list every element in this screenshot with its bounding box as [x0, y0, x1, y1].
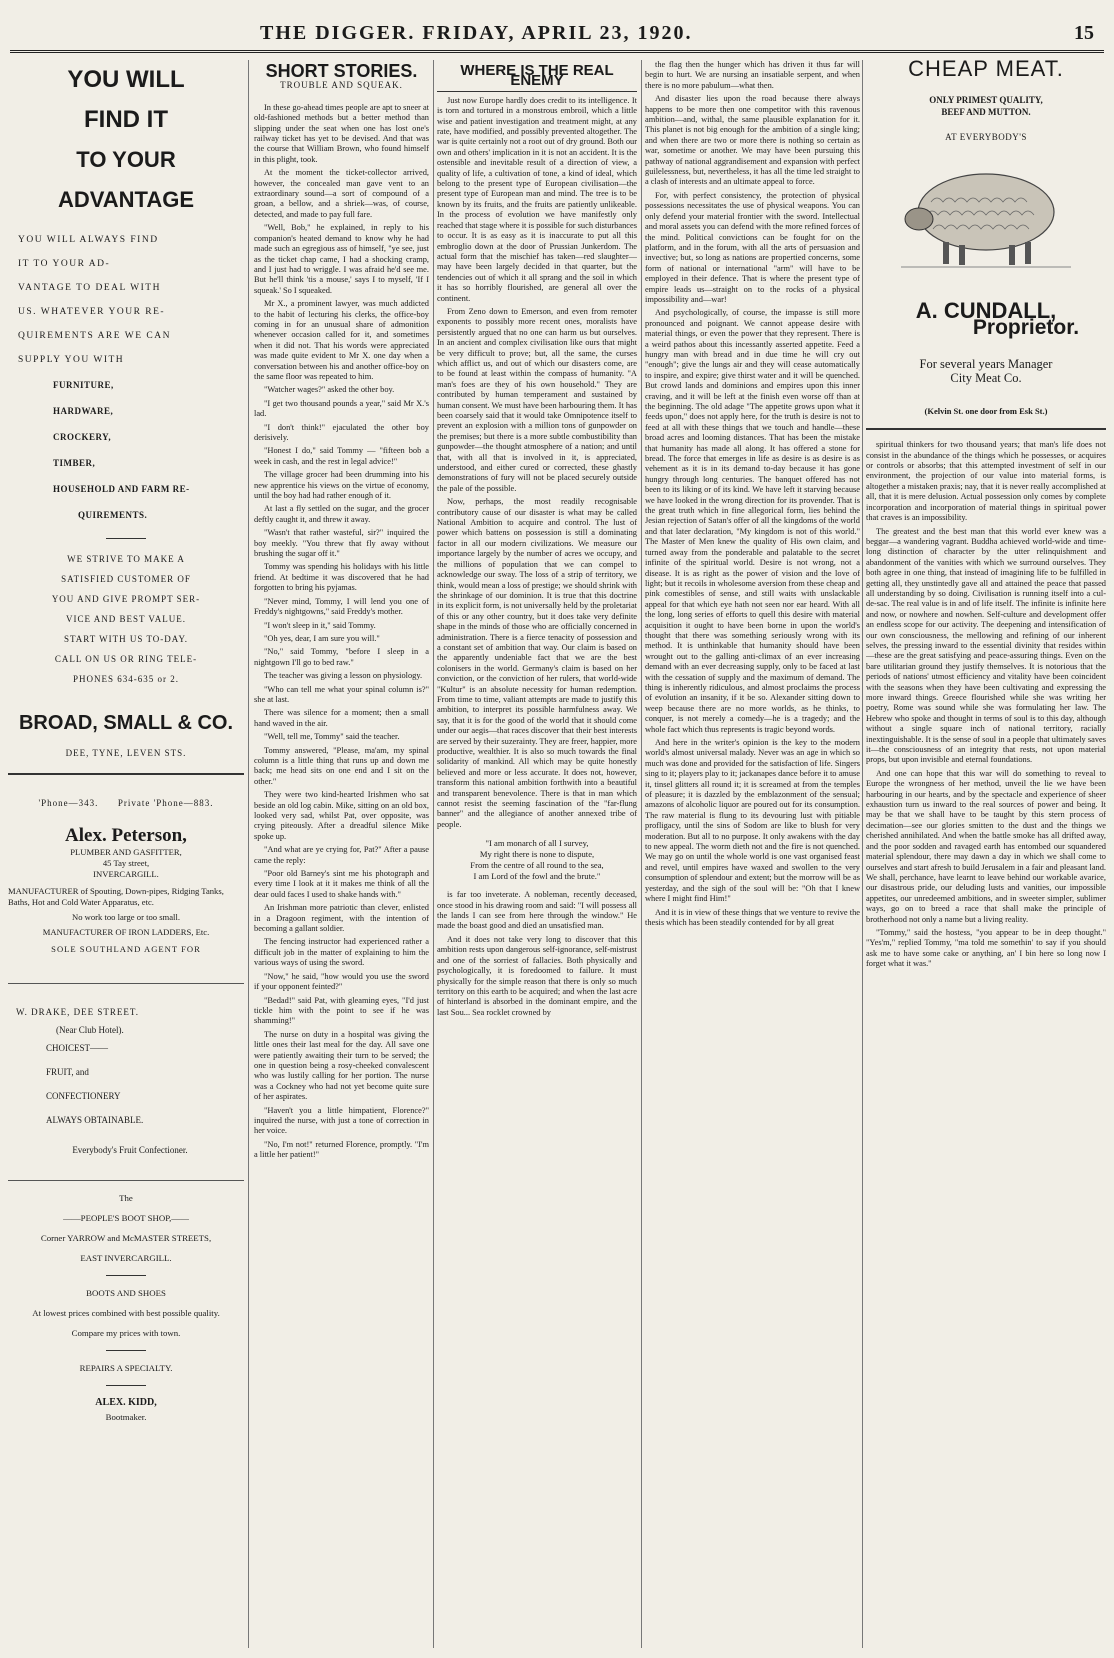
ad-line: EAST INVERCARGILL. [80, 1253, 172, 1264]
manager-line-2: City Meat Co. [950, 371, 1022, 386]
firm-streets: DEE, TYNE, LEVEN STS. [65, 748, 187, 758]
paragraph: "Bedad!" said Pat, with gleaming eyes, "I'd just tickle him with the point to see if he was shamming!" [254, 995, 429, 1026]
ad-divider [8, 1180, 244, 1181]
paragraph: And disaster lies upon the road because there always happens to be more then one competitor with this ravenous ambition—and, withal, the same plausible explanation for it. This planet is not big enough for the ambition of a single king; and when there are two or more there is nothing so certain as war, sometime or another. We may have been pursuing this pathway of national aggrandisement and expansion with perfect guilelessness, but, nevertheless, it has all the time led straight to a clash of interests and an ultimate appeal to force. [645, 94, 860, 187]
paragraph: An Irishman more patriotic than clever, enlisted in a Dragoon regiment, with the intention of becoming a gallant soldier. [254, 903, 429, 934]
ad-line: ALEX. KIDD, [95, 1397, 157, 1409]
paragraph: The village grocer had been drumming into his new apprentice his views on the virtue of economy, until the boy had had rather enough of it. [254, 470, 429, 501]
ad-body [8, 228, 244, 372]
paragraph: "I don't think!" ejaculated the other boy derisively. [254, 422, 429, 442]
sheep-illustration [901, 157, 1071, 277]
proprietor-name: A. CUNDALL, [915, 298, 1057, 324]
meat-ad-line: AT EVERYBODY'S [945, 132, 1027, 143]
paragraph: "Poor old Barney's sint me his photograph and every time I look at it it makes me think of all the dear ould faces I used to shake hands with." [254, 869, 429, 899]
essay-column-4 [645, 60, 860, 1648]
ad-line: INVERCARGILL. [93, 869, 159, 880]
masthead [10, 6, 1104, 53]
paragraph: And here in the writer's opinion is the key to the modern world's almost universal malady. Never was an age in which so much was done and provided for the satisfaction of life. Singers sing to it; players play to it; jackanapes dance before it to amuse it, tinsel glitters all round it; it is screamed at from the temples of pleasure; it is dazzled by the emblazonment of the sensual; amazons of alcoholic liquor are poured out for its consumption. The raw material is flung to its devouring lust with pitiable profligacy, until the sins of Sodom are like to blush for very moderation. But all to no purpose. It only awakens with the day to new appeal. The worm dieth not and the fire is not quenched. We may go on until the whole world is one vast organised feast and revel, until empires have waxed and swollen to the very consumption of splendour and extent; but the morrow will be as yesterday, and the sigh of the soul will be: "Oh that I knew where I might find Him!" [645, 738, 860, 904]
paragraph: "Now," he said, "how would you use the sword if your opponent feinted?" [254, 971, 429, 992]
ad-line: W. DRAKE, DEE STREET. [16, 1007, 139, 1018]
paragraph: "Watcher wages?" asked the other boy. [264, 385, 395, 395]
col4-body [645, 60, 860, 928]
paragraph: "And what are ye crying for, Pat?" After a pause came the reply: [254, 845, 429, 865]
ad-line: 45 Tay street, [102, 858, 150, 869]
separator [106, 1275, 146, 1276]
page-number: 15 [1074, 22, 1094, 44]
meat-ad-line: BEEF AND MUTTON. [941, 107, 1031, 118]
ad-line: Compare my prices with town. [71, 1328, 181, 1339]
ad-headline-1: YOU WILL [67, 66, 185, 93]
ad-line: Corner YARROW and McMASTER STREETS, [40, 1233, 212, 1244]
ad-items [8, 372, 244, 528]
paragraph: The teacher was giving a lesson on physiology. [264, 671, 423, 681]
short-stories-heading: SHORT STORIES. [265, 61, 418, 81]
ads-column [8, 60, 244, 1648]
ad-strive [8, 549, 244, 689]
meat-and-essay-column [866, 60, 1106, 1648]
ad-item: FURNITURE, [53, 380, 114, 390]
ad-item: HARDWARE, [53, 406, 114, 416]
ad-line: YOU WILL ALWAYS FIND [18, 235, 159, 245]
ad-line: QUIREMENTS ARE WE CAN [18, 331, 171, 341]
peterson-ad [8, 847, 244, 955]
paragraph: The fencing instructor had experienced rather a difficult job in the matter of explaining to him the various ways of using the sword. [254, 937, 429, 968]
enemy-body-continued [437, 890, 637, 1018]
paragraph: From Zeno down to Emerson, and even from remoter exponents to possibly more recent ones, moralists have persistently argued that no one can harm us but ourselves. In an ancient and complex civilisation like ours that might be very difficult to prove; but, all the same, the curses which afflict us, and out of which our disasters come, are to be found at least within the compass of humanity. "A man's foes are they of his own household." They are contributed by human temperament and sustained by human consent. We must have been harbouring them. It has been coarsely said that it would take Omnipotence itself to prevent an explosion with a million tons of gunpowder on the premises; but there is a more subtle combustibility than gunpowder—the thought atmosphere of a nation; and until that, with all that is involved in it, is appreciated, understood, and either cured or corrected, these ghastly demonstrations of fury will not be placed securely outside the pale of the possible. [437, 306, 637, 493]
meat-ad [866, 60, 1106, 416]
paragraph: "No, I'm not!" returned Florence, promptly. "I'm a little her patient!" [254, 1139, 429, 1160]
paragraph: "Well, tell me, Tommy" said the teacher. [264, 732, 400, 742]
phone-line: 'Phone—343. Private 'Phone—883. [38, 798, 214, 808]
ad-line: VICE AND BEST VALUE. [65, 614, 186, 624]
ad-line: CALL ON US OR RING TELE- [54, 654, 198, 664]
ad-line: US. WHATEVER YOUR RE- [18, 307, 166, 317]
column-rule [641, 60, 642, 1648]
paragraph: Now, perhaps, the most readily recognisable contributory cause of our disaster is what may be called National Ambition to acquire and control. The lust of power which battens on possession is still a dominating factor in all our modern civilizations. We measure our importance largely by the number of acres we occupy, and the millions of population that we can compel to acknowledge our sway. The loss of a strip of territory, we think, would mean a loss of prestige; we should shrink with the shrinkage of our dominion. It is true that this doctrine in its explicit form, is not universally held by the proletariat of this or any other country, but it does take very definite shape in the minds of those who are officially concerned in administration. There is a fierce tenacity of possession and a constant set of ambition that way. Our claim is based on the apparently undeniable fact that we are the best colonisers in the world. Germany's claim is based on her conviction, or the conviction of her rulers, that world-wide "Kultur" is an absolute necessity for human redemption. From time to time, valiant attempts are made to justify this ambition, to interpret its possible harmfulness away. We say, that it is for the good of the world that it should come under our aegis—that races discover that their best interests are served by their suzerainty. They are freer, happier, more productive, wealthier. It is also so much towards the final solidarity of mankind. All which may be quite honestly believed and more or less accurate. It does not, however, transform this national ambition forthwith into a beautiful and transparent benevolence. There is that in man which cannot resist the seeming fascination of the "far-flung banner" and the allegiance of another annexed tribe of people. [437, 497, 637, 829]
ad-item: HOUSEHOLD AND FARM RE- [53, 484, 190, 494]
ad-line: START WITH US TO-DAY. [63, 634, 189, 644]
meat-address: (Kelvin St. one door from Esk St.) [924, 405, 1048, 416]
ad-line: SATISFIED CUSTOMER OF [61, 574, 191, 584]
ad-line: The [119, 1193, 133, 1204]
paragraph: "Haven't you a little himpatient, Florence?" inquired the nurse, with just a tone of correction in her voice. [254, 1105, 429, 1136]
short-stories-subheading: TROUBLE AND SQUEAK. [280, 80, 403, 91]
short-stories-column [254, 60, 429, 1648]
paragraph: is far too inveterate. A nobleman, recently deceased, once stood in his drawing room and said: "I will possess all the lands I can see from here through the window." He made the boast good and died an unsatisfied man. [437, 890, 637, 931]
proprietor-role: Proprietor. [972, 315, 1080, 339]
ad-item: TIMBER, [53, 458, 96, 468]
paragraph: "I won't sleep in it," said Tommy. [264, 620, 376, 630]
enemy-verse [437, 838, 637, 882]
paragraph: "Wasn't that rather wasteful, sir?" inquired the boy meekly. "You threw that fly away without brushing the sugar off it." [254, 528, 429, 559]
ad-line: CONFECTIONERY [46, 1091, 121, 1102]
ad-line: ALWAYS OBTAINABLE. [46, 1115, 144, 1126]
drake-ad [8, 1000, 244, 1162]
paragraph: "Tommy," said the hostess, "you appear to be in deep thought." "Yes'm," replied Tommy, "ma told me somethin' to say if you should ask me to have some cake or anything, an' I bin here so long now I forget what it was." [866, 927, 1106, 969]
paragraph: Tommy was spending his holidays with his little friend. At bedtime it was discovered that he had forgotten to bring his pyjamas. [254, 562, 429, 593]
meat-ad-title: CHEAP MEAT. [908, 60, 1064, 81]
ad-line: BOOTS AND SHOES [86, 1288, 166, 1299]
separator [106, 1350, 146, 1351]
ad-line: MANUFACTURER of Spouting, Down-pipes, Ridging Tanks, Baths, Hot and Cold Water Apparatus, etc. [8, 886, 224, 908]
ad-line: Everybody's Fruit Confectioner. [72, 1145, 188, 1156]
paragraph: Mr X., a prominent lawyer, was much addicted to the habit of lecturing his clerks, the office-boy coming in for an unusual share of admonition whenever occasion called for it, and sometimes when it did not. That his words were appreciated was made quite evident to Mr X. one day when a conversation between his and another office-boy on the same floor was repeated to him. [254, 299, 429, 381]
ad-item: QUIREMENTS. [78, 510, 148, 520]
ad-line: PLUMBER AND GASFITTER, [70, 847, 182, 858]
enemy-heading: WHERE IS THE REAL ENEMY [437, 66, 637, 92]
ad-headline-2: FIND IT [84, 106, 168, 133]
paragraph: For, with perfect consistency, the protection of physical possessions necessitates the use of physical weapons. You can only defend your material frontier with the sword. Intellectual and moral assets you can defend with the more refined forces of the mind. Political convictions can be fought for on the platform, and in the forum, with all the arts of persuasion and invective; but, so long as nations are propertied concerns, some form of national or international "arm" will have to be employed in their defence. That is where the present type of empire leads us—straight on to the rocks of a physical impossibility and—war! [645, 190, 860, 304]
paragraph: spiritual thinkers for two thousand years; that man's life does not consist in the abundance of the things which he possesses, or acquires or controls or absorbs; that this attempted investment of self in our environment, the projection of our value into material forms, is altogether a mistaken praxis; nay, that it is never really accomplished at all, that it is mere delusion. Actual possession only comes by complete incorporation and incorporation of material things in spiritual power that craves is an impossibility. [866, 440, 1106, 523]
firm-name: BROAD, SMALL & CO. [18, 712, 234, 734]
paragraph: And it does not take very long to discover that this ambition rests upon dangerous self-ignorance, self-mistrust and one of the sorriest of fallacies. Both physically and psychologically, it is foredoomed to failure. It must physically for the simple reason that there is only so much territory on this earth to be acquired; and when the last acre of hinterland is absorbed in the dominant empire, and the last Sou... Sea rocklet crowned by [437, 934, 637, 1017]
paragraph: Tommy answered, "Please, ma'am, my spinal column is a little thing that runs up and down me back; me head sits on one end and I sit on the other." [254, 745, 429, 786]
manager-line-1: For several years Manager [919, 357, 1053, 372]
column-rule [248, 60, 249, 1648]
verse-line: "I am monarch of all I survey, [485, 838, 589, 849]
column-rule [433, 60, 434, 1648]
ad-headline-3: TO YOUR ADVANTAGE [57, 147, 195, 212]
paragraph: "Who can tell me what your spinal column is?" she at last. [254, 684, 429, 704]
paragraph: Just now Europe hardly does credit to its intelligence. It is torn and tortured in a monstrous embroil, which a little wise and patient investigation and treatment might, at any rate, have modified, and possibly prevented altogether. The war is quite certainly not a root out of dry ground. Both our own and others' implication in it is not an accident. It is the ostensible and inevitable result of a direction of view, a quality of life, a cultivation of tone, a kind of ideal, which belong to the present type of European civilisation—the present type of European man and mind. The tree is to be known by its fruits, and the fruits are patiently unlikeable. In the process of evolution we have manifestly only reached that stage where it is possible for such disturbances to occur. It is as easy as it is inaccurate to put all this embroglio down at the door of Prussian Junkerdom. The actual form that the mischief has taken—red slaughter—may have been largely decided in that quarter, but the tendencies out of which it all sprang and the soil in which it has so horribly flourished, are general all over the continent. [437, 95, 637, 303]
ad-divider [866, 428, 1106, 430]
ad-line: VANTAGE TO DEAL WITH [18, 283, 161, 293]
paragraph: The nurse on duty in a hospital was giving the little ones their last meal for the day. All save one were patiently awaiting their turn to be served; the one in question being a rosy-cheeked convalescent who was lustily calling for her portion. The nurse was a Cockney who had not yet become quite sure of her aspirates. [254, 1029, 429, 1102]
paragraph: "I get two thousand pounds a year," said Mr X.'s lad. [254, 398, 429, 419]
kidd-ad [8, 1191, 244, 1424]
paragraph: the flag then the hunger which has driven it thus far will begin to hurt. We are nursing an insatiable serpent, and when there is no more pabulum—what then. [645, 60, 860, 90]
paragraph: At last a fly settled on the sugar, and the grocer deftly caught it, and threw it away. [254, 504, 429, 524]
ad-line: (Near Club Hotel). [56, 1025, 124, 1036]
ad-line: SUPPLY YOU WITH [18, 355, 125, 365]
paragraph: And one can hope that this war will do something to reveal to Europe the wrongness of her method, unveil the lie we have been harbouring in our hearts, and by the spectacle and experience of sheer exhaustion turn us inward to the real sources of power and being. It may be that we shall have to be taught by this stern process of decimation—see our glories smitten to the dust and the things we cherished annihilated. And when the battle smoke has all drifted away, and the poor sodden and ravaged earth has entombed our squandered material splendour, there may dawn a day in which we shall come to ourselves and start afresh to build Jerusalem in a fair and pleasant land. We shall, perchance, have learnt to leave behind our workable avarice, our disastrous pride, our deluding lusts and vanities, our impossible appetites, our unredeemed ambitions, and in sweeter simpler, sublimer ways, go on to breed a race that shall make the principle of brotherhood not only a name but a living reality. [866, 768, 1106, 924]
paragraph: At the moment the ticket-collector arrived, however, the concealed man gave vent to an extraordinary sound—a sort of compound of a groan, a bellow, and a shriek—was, of course, detected, and made to pay full fare. [254, 168, 429, 219]
paragraph: "Oh yes, dear, I am sure you will." [264, 633, 380, 643]
ad-line: At lowest prices combined with best possible quality. [32, 1308, 220, 1319]
ad-line: REPAIRS A SPECIALTY. [79, 1363, 173, 1374]
paragraph: In these go-ahead times people are apt to sneer at old-fashioned methods but a better method than slipping under the seat when one has lost one's railway ticket has yet to be devised. And that was the course that William Brown, who found himself in this plight, took. [254, 102, 429, 164]
paragraph: "Never mind, Tommy, I will lend you one of Freddy's nightgowns," said Freddy's mother. [254, 596, 429, 617]
paragraph: "Honest I do," said Tommy — "fifteen bob a week in cash, and the rest in legal advice!" [254, 446, 429, 466]
meat-ad-line: ONLY PRIMEST QUALITY, [929, 95, 1043, 106]
verse-line: From the centre of all round to the sea, [470, 860, 604, 871]
ad-line: WE STRIVE TO MAKE A [67, 554, 185, 564]
newspaper-title: THE DIGGER. FRIDAY, APRIL 23, 1920. [260, 22, 693, 44]
ad-line: CHOICEST—— [46, 1043, 109, 1054]
ad-line: MANUFACTURER OF IRON LADDERS, Etc. [42, 927, 210, 938]
short-stories-body [254, 103, 429, 1161]
ad-line: ——PEOPLE'S BOOT SHOP,—— [63, 1213, 189, 1224]
ad-line: YOU AND GIVE PROMPT SER- [51, 594, 201, 604]
ad-divider [8, 773, 244, 775]
ad-line: IT TO YOUR AD- [18, 259, 111, 269]
paragraph: There was silence for a moment; then a small hand waved in the air. [254, 708, 429, 728]
ad-line: PHONES 634-635 or 2. [72, 674, 179, 684]
paragraph: The greatest and the best man that this world ever knew was a beggar—a wandering vagrant. Buddha achieved world-wide and time-long distinction of character by the utter relinquishment and abandonment of the vanities with which we surround ourselves. They both agree in one thing, that instead of imagining life to be fulfilled in getting all, they unstintedly gave all and attained the peace that passed all understanding by so doing. Civilisation is running itself into a cul-de-sac. The real value is in and of life itself. The infinite is infinite here and now, or nowhere and nowhen. Self-culture and development offer an endless scope for our activity. The deepening and intensification of our own consciousness, the mellowing and refining of our inherent selves, the pressing inward to the essential divinity that resides within—these are the great satisfying and peace-assuring things. Even on the bare utilitarian ground they justify themselves. It is notorious that the periods of nations' utmost efficiency and vitality have been coincident with the seasons when they have been cultivating and expressing the more inward things. Greece flourished while she was writing her poetry, Rome was sound while she was formulating her law. The Hebrew who spoke and thought in terms of soul is to this day, although without a single square inch of national territory, racially inextinguishable. It is the sense of soul in a people that ultimately saves it—the consciousness of an integrity that rests, not upon material props, but upon invisible and eternal foundations. [866, 526, 1106, 765]
paragraph: And psychologically, of course, the impasse is still more pronounced and poignant. We cannot appease desire with material things, or even the power that they represent. There is a weird pathos about this incessantly asserted appetite. Feed a hungry man with bread and in due time he will cry out "enough"; give the lungs air and they will cease automatically to inspire, and expire; give thirst water and it will be quenched. But crowd lands and dominions and empires upon this inner craving, and it will be left at the finish even worse off than at the beginning. The old adage "The appetite grows upon what it feeds upon," does not apply here, for the truth is desire is not to feed at all with these things that we touch and handle—these broad acres and looming distances. That has been the mistake that humanity has made all along. It has offered a stone for bread. The force that emerges in life as desire is as desire is as vehement as it is in its demand to-day because it has gone hungry through long centuries. The banquet offered has not been to its liking or of its kind. We have left it starving because we have looked in the wrong direction for its provender. That is the great truth which in fine allegorical form, lies behind the Jesian rejection of Satan's offer of all the kingdoms of the world and that later declaration, "My kingdom is not of this world." The Master of Men knew the quality of His own claim, and turned away from the ponderable and palatable to the secret infinite of the spiritual world. Desire is not wrong, not a disease. It is as right as the power of vision and the love of light; but it recoils in wholesome aversion from these cheap and pink comestibles of sense, and still waits with unslackable appeal for that which eye hath not seen nor ear heard. With all the long, long series of efforts to quell this desire with material acquisition it ought to have been borne in upon the world's thought that there was something seriously wrong with its method. It is unthinkable that humanity should have been wrought out to the galling anti-climax of an ever increasing demand with an ever decreasing supply, only to be faced at last with the cessation of supply and the maximum of demand. The thing is inherently ridiculous, and almost proclaims the process of evolution an insanity, if it be so. Alexander sitting down to weep because there are no more worlds, as he thinks, to conquer, is not merely a comedy—he is a tragedy; and the whole fact which thus represents is tragic beyond words. [645, 308, 860, 734]
ad-line: No work too large or too small. [72, 912, 180, 923]
enemy-column [437, 60, 637, 1648]
col5-body [866, 440, 1106, 969]
verse-line: I am Lord of the fowl and the brute." [473, 871, 601, 882]
ad-item: CROCKERY, [53, 432, 112, 442]
column-rule [862, 60, 863, 1648]
verse-line: My right there is none to dispute, [479, 849, 595, 860]
ad-line: Bootmaker. [105, 1412, 147, 1423]
paragraph: They were two kind-hearted Irishmen who sat beside an old log cabin. Mike, sitting on an old box, looked very sad, whilst Pat, over opposite, was crying piteously. After a dreadful silence Mike spoke up. [254, 790, 429, 841]
ad-divider [8, 983, 244, 984]
paragraph: "Well, Bob," he explained, in reply to his companion's heated demand to know why he had made such an egregious ass of himself, "ye see, just as the ticket chap came, I had a shocking cramp, and I just had to wriggle. I was afraid he'd see me. But he'll think 'tis a mouse,' says I to myself, 'If I squeak.' So I squeaked. [254, 223, 429, 295]
ad-line: SOLE SOUTHLAND AGENT FOR [51, 944, 201, 955]
ad-line: FRUIT, and [46, 1067, 89, 1078]
separator [106, 1385, 146, 1386]
enemy-body [437, 96, 637, 830]
peterson-name: Alex. Peterson, [65, 825, 187, 846]
paragraph: And it is in view of these things that we venture to revive the thesis which has been steadily contended for by all great [645, 907, 860, 927]
separator [106, 538, 146, 539]
paragraph: "No," said Tommy, "before I sleep in a nightgown I'll go to bed raw." [254, 647, 429, 667]
